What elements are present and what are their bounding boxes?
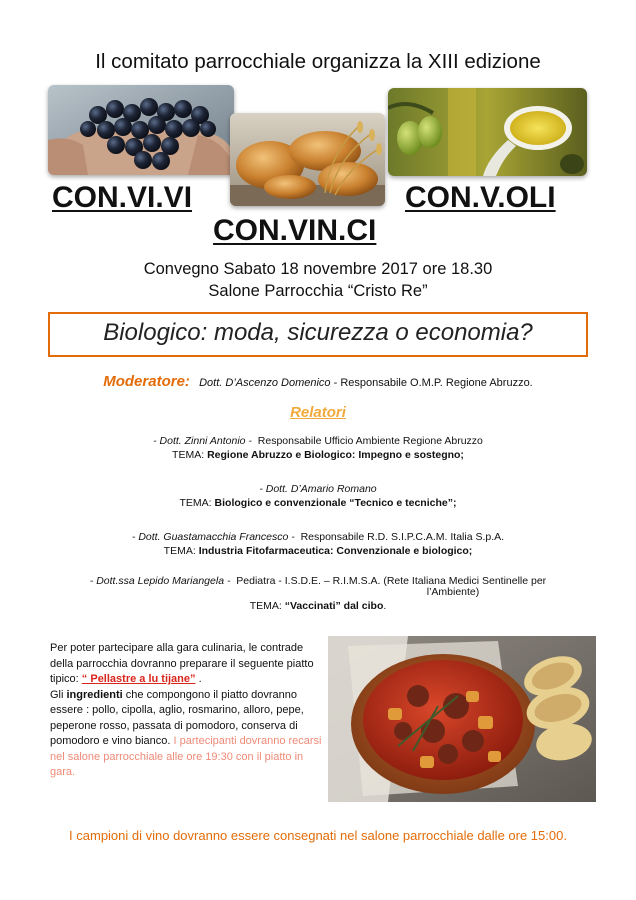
participants-notice: I partecipanti dovranno recarsi nel salone parrocchiale alle ore 19:30 con il piatto in gara. bbox=[50, 735, 322, 778]
speaker-tema: Biologico e convenzionale “Tecnico e tecniche”; bbox=[214, 497, 457, 509]
speaker-role: Responsabile Ufficio Ambiente Regione Abruzzo bbox=[257, 435, 483, 447]
speaker-tema: Industria Fitofarmaceutica: Convenzionale e biologico; bbox=[198, 545, 473, 557]
logo-convoli: CON.V.OLI bbox=[405, 181, 556, 214]
speaker-role: Pediatra - I.S.D.E. – R.I.M.S.A. (Rete Italiana Medici Sentinelle per bbox=[236, 575, 547, 587]
moderator-line bbox=[0, 373, 636, 390]
moderator-name: Dott. D’Ascenzo Domenico bbox=[199, 377, 331, 389]
tema-label: TEMA: bbox=[163, 545, 196, 557]
bread-photo bbox=[230, 113, 385, 206]
footer-notice: I campioni di vino dovranno essere consegnati nel salone parrocchiale dalle ore 15:00. bbox=[69, 828, 567, 843]
intro-text-end: . bbox=[195, 673, 202, 685]
topic-title: Biologico: moda, sicurezza o economia? bbox=[103, 319, 533, 346]
olive-oil-photo bbox=[388, 88, 587, 176]
ingredienti-label: ingredienti bbox=[66, 688, 123, 701]
speaker-name: - Dott. Guastamacchia Francesco - bbox=[131, 531, 295, 543]
intro-gli: Gli bbox=[50, 688, 67, 701]
grapes-photo bbox=[48, 85, 234, 175]
moderator-label: Moderatore: bbox=[103, 373, 190, 390]
speaker-4 bbox=[0, 576, 636, 612]
intro-text: Per poter partecipare alla gara culinaria, le contrade della parrocchia dovranno preparare il seguente piatto tipico: bbox=[50, 642, 314, 685]
speaker-role-cont: l’Ambiente) bbox=[426, 586, 480, 598]
speaker-2 bbox=[0, 482, 636, 510]
logo-convivi: CON.VI.VI bbox=[52, 181, 193, 214]
speaker-tema-end: . bbox=[383, 600, 387, 612]
speaker-1 bbox=[0, 434, 636, 462]
tema-label: TEMA: bbox=[249, 600, 282, 612]
dish-name: “ Pellastre a lu tijane” bbox=[81, 673, 196, 685]
event-venue: Salone Parrocchia “Cristo Re” bbox=[208, 282, 428, 300]
stew-photo bbox=[328, 636, 596, 802]
contest-paragraph bbox=[50, 641, 322, 781]
event-date: Convegno Sabato 18 novembre 2017 ore 18.30 bbox=[143, 260, 493, 278]
speaker-name: - Dott. D’Amario Romano bbox=[259, 483, 377, 495]
tema-label: TEMA: bbox=[179, 497, 212, 509]
tema-label: TEMA: bbox=[172, 449, 205, 461]
moderator-role: - Responsabile O.M.P. Regione Abruzzo. bbox=[333, 377, 533, 389]
relatori-heading: Relatori bbox=[290, 404, 346, 421]
speaker-name: - Dott. Zinni Antonio - bbox=[153, 435, 252, 447]
speaker-tema: “Vaccinati” dal cibo bbox=[284, 600, 384, 612]
speaker-3 bbox=[0, 530, 636, 558]
speaker-role: Responsabile R.D. S.I.P.C.A.M. Italia S.p.A. bbox=[300, 531, 505, 543]
speaker-tema: Regione Abruzzo e Biologico: Impegno e sostegno; bbox=[207, 449, 464, 461]
speaker-name: - Dott.ssa Lepido Mariangela - bbox=[89, 575, 231, 587]
ingredients-text: che compongono il piatto dovranno essere : pollo, cipolla, aglio, rosmarino, alloro, pepe, peperone rosso, passata di pomodoro, conserva di pomodoro e vino bianco. bbox=[50, 688, 304, 747]
logo-convinci: CON.VIN.CI bbox=[213, 214, 377, 247]
page-header: Il comitato parrocchiale organizza la XIII edizione bbox=[95, 50, 541, 73]
